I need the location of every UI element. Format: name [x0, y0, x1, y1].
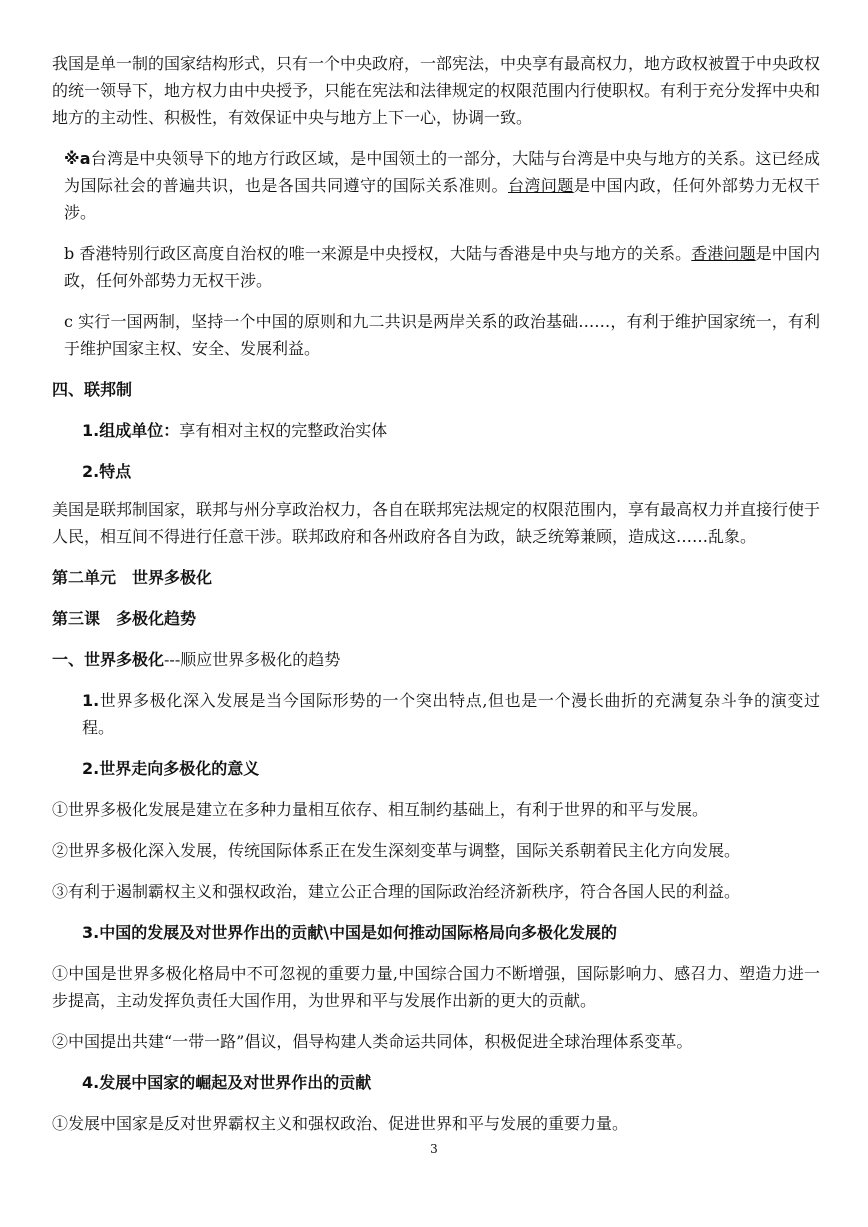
hongkong-text-2: 是中国内政，任何外部势力无权干涉。: [64, 244, 820, 290]
federal-composition: [52, 417, 820, 444]
heading-unit-two: 第二单元 世界多极化: [52, 568, 213, 587]
taiwan-issue-underlined: 台湾问题: [507, 176, 574, 195]
paragraph-unitary-system: 我国是单一制的国家结构形式，只有一个中央政府，一部宪法，中央享有最高权力，地方政权被置于中央政权的统一领导下，地方权力由中央授予，只能在宪法和法律规定的权限范围内行使职权。有利于充分发挥中央和地方的主动性、积极性，有效保证中央与地方上下一心，协调一致。: [52, 54, 821, 127]
note-mark: ※a: [64, 149, 91, 168]
paragraph-one-country-two-systems: c 实行一国两制，坚持一个中国的原则和九二共识是两岸关系的政治基础……，有利于维护国家统一，有利于维护国家主权、安全、发展利益。: [64, 312, 820, 358]
hongkong-issue-underlined: 香港问题: [691, 244, 756, 263]
hongkong-text-1: b 香港特别行政区高度自治权的唯一来源是中央授权，大陆与香港是中央与地方的关系。: [64, 244, 692, 263]
significance-item-3: ③有利于遏制霸权主义和强权政治，建立公正合理的国际政治经济新秩序，符合各国人民的利益。: [52, 882, 741, 901]
page-number: 3: [430, 1142, 438, 1156]
significance-item-1: ①世界多极化发展是建立在多种力量相互依存、相互制约基础上，有利于世界的和平与发展。: [52, 800, 709, 819]
section-one-subtitle: ---顺应世界多极化的趋势: [164, 650, 341, 669]
taiwan-text-1: 台湾是中央领导下的地方行政区域，是中国领土的一部分，大陆与台湾是中央与地方的关系。这已经成为国际社会的普遍共识，也是各国共同遵守的国际关系准则。: [64, 149, 820, 195]
significance-item-2: ②世界多极化深入发展，传统国际体系正在发生深刻变革与调整，国际关系朝着民主化方向发展。: [52, 841, 741, 860]
federal-composition-label: 1.组成单位：: [82, 421, 180, 440]
point-one-multipolarization: [52, 687, 820, 741]
heading-federal-features: 2.特点: [82, 462, 132, 481]
document-page: [52, 50, 820, 1137]
heading-lesson-three: 第三课 多极化趋势: [52, 609, 197, 628]
point-one-number: 1.: [82, 691, 100, 710]
heading-china-contribution: 3.中国的发展及对世界作出的贡献\中国是如何推动国际格局向多极化发展的: [82, 923, 618, 942]
paragraph-taiwan: [52, 145, 820, 226]
taiwan-text-2: 是中国内政，任何外部势力无权干涉。: [64, 176, 820, 222]
heading-significance: 2.世界走向多极化的意义: [82, 759, 260, 778]
heading-developing-countries: 4.发展中国家的崛起及对世界作出的贡献: [82, 1073, 372, 1092]
heading-world-multipolarization: [52, 646, 820, 673]
section-one-label: 一、世界多极化: [52, 650, 165, 669]
china-contribution-item-1: ①中国是世界多极化格局中不可忽视的重要力量,中国综合国力不断增强，国际影响力、感召力、塑造力进一步提高，主动发挥负责任大国作用，为世界和平与发展作出新的更大的贡献。: [52, 964, 820, 1010]
federal-composition-text: 享有相对主权的完整政治实体: [179, 421, 388, 440]
paragraph-hongkong: [52, 240, 820, 294]
point-one-text: 世界多极化深入发展是当今国际形势的一个突出特点,但也是一个漫长曲折的充满复杂斗争的演变过程。: [82, 691, 820, 737]
heading-federal-system: 四、联邦制: [52, 380, 133, 399]
paragraph-usa-federal: 美国是联邦制国家，联邦与州分享政治权力，各自在联邦宪法规定的权限范围内，享有最高权力并直接行使于人民，相互间不得进行任意干涉。联邦政府和各州政府各自为政，缺乏统筹兼顾，造成这……乱象。: [52, 500, 821, 546]
china-contribution-item-2: ②中国提出共建“一带一路”倡议，倡导构建人类命运共同体，积极促进全球治理体系变革。: [52, 1032, 693, 1051]
developing-countries-item-1: ①发展中国家是反对世界霸权主义和强权政治、促进世界和平与发展的重要力量。: [52, 1114, 629, 1133]
